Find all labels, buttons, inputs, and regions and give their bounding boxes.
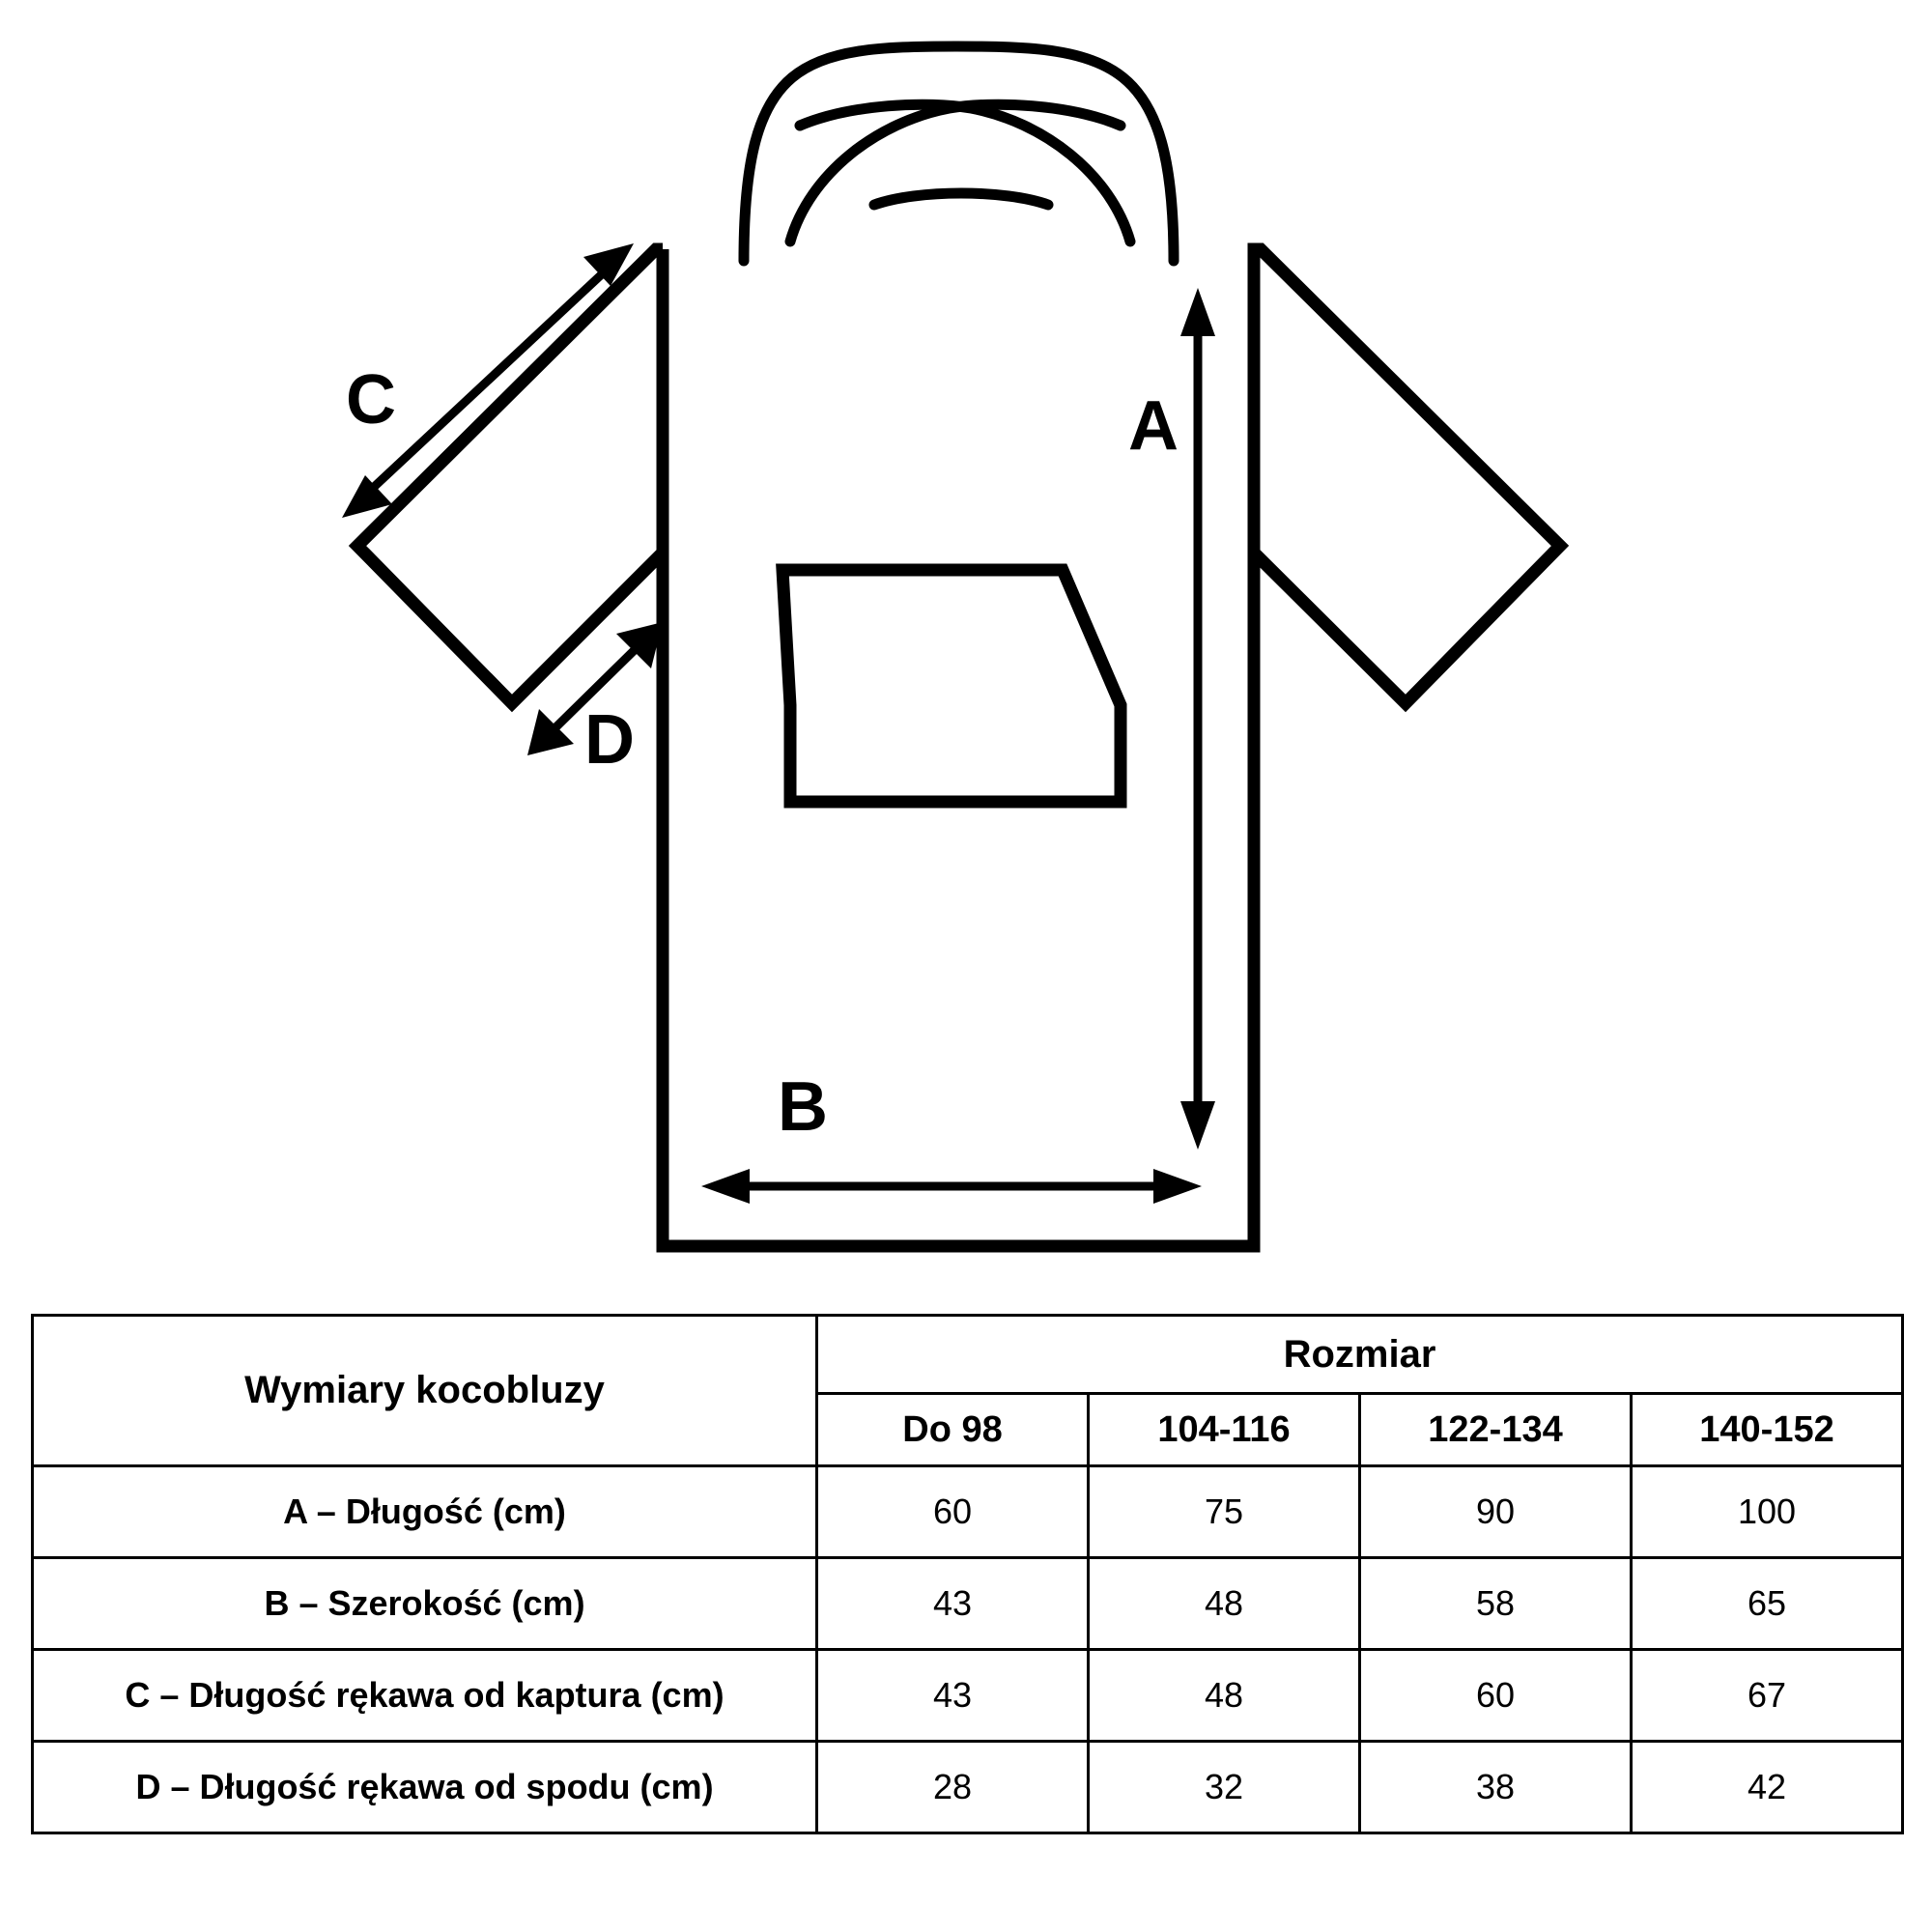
cell-b-4: 65 [1632,1558,1903,1650]
hood-neckline [874,193,1048,205]
hood-inner-right [790,104,1121,242]
cell-d-2: 32 [1089,1742,1360,1833]
dimension-arrow-a [1180,288,1215,1150]
size-table [31,1314,1904,1834]
row-label-b: B – Szerokość (cm) [33,1558,817,1650]
size-header-2: 104-116 [1089,1394,1360,1466]
dimension-label-d: D [584,701,635,779]
cell-a-3: 90 [1360,1466,1632,1558]
cell-b-1: 43 [817,1558,1089,1650]
size-header-3: 122-134 [1360,1394,1632,1466]
table-row [33,1742,1903,1833]
table-row [33,1558,1903,1650]
cell-d-4: 42 [1632,1742,1903,1833]
cell-b-3: 58 [1360,1558,1632,1650]
size-header-1: Do 98 [817,1394,1089,1466]
cell-a-2: 75 [1089,1466,1360,1558]
cell-c-1: 43 [817,1650,1089,1742]
table-title-cell: Wymiary kocobluzy [33,1316,817,1466]
cell-c-2: 48 [1089,1650,1360,1742]
cell-c-3: 60 [1360,1650,1632,1742]
table-header-row-group [33,1316,1903,1394]
cell-b-2: 48 [1089,1558,1360,1650]
row-label-a: A – Długość (cm) [33,1466,817,1558]
dimension-label-b: B [778,1068,828,1146]
cell-d-1: 28 [817,1742,1089,1833]
hood-inner-left [800,104,1130,242]
cell-a-4: 100 [1632,1466,1903,1558]
cell-d-3: 38 [1360,1742,1632,1833]
dimension-label-c: C [346,361,396,439]
cell-a-1: 60 [817,1466,1089,1558]
row-label-c: C – Długość rękawa od kaptura (cm) [33,1650,817,1742]
dimension-label-a: A [1128,387,1179,465]
cell-c-4: 67 [1632,1650,1903,1742]
hood-outer-outline [744,46,1174,261]
table-row [33,1650,1903,1742]
size-header-4: 140-152 [1632,1394,1903,1466]
size-group-header: Rozmiar [817,1316,1903,1394]
pocket-outline [782,570,1121,802]
row-label-d: D – Długość rękawa od spodu (cm) [33,1742,817,1833]
table-row [33,1466,1903,1558]
dimension-arrow-b [701,1169,1202,1204]
